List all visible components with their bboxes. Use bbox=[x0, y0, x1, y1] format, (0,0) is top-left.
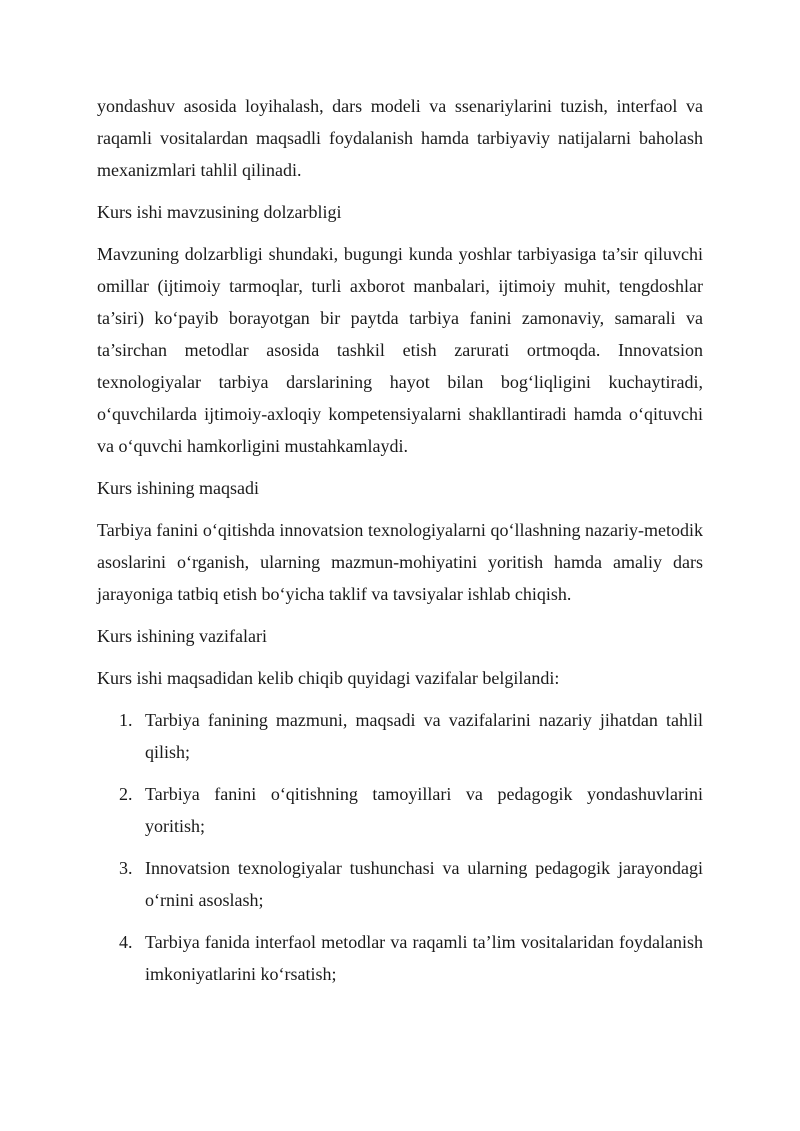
list-item bbox=[97, 704, 703, 768]
goal-heading: Kurs ishining maqsadi bbox=[97, 478, 259, 498]
intro-paragraph: yondashuv asosida loyihalash, dars modeli va ssenariylarini tuzish, interfaol va raqamli vositalardan maqsadli foydalanish hamda tarbiyaviy natijalarni baholash mexanizmlari tahlil qilinadi. bbox=[97, 96, 703, 180]
list-item-text: Tarbiya fanining mazmuni, maqsadi va vazifalarini nazariy jihatdan tahlil qilish; bbox=[145, 710, 703, 762]
relevance-paragraph: Mavzuning dolzarbligi shundaki, bugungi kunda yoshlar tarbiyasiga ta’sir qiluvchi omillar (ijtimoiy tarmoqlar, turli axborot manbalari, ijtimoiy muhit, tengdoshlar ta’siri) ko‘payib borayotgan bir paytda tarbiya fanini zamonaviy, samarali va ta’sirchan metodlar asosida tashkil etish zarurati ortmoqda. Innovatsion texnologiyalar tarbiya darslarining hayot bilan bog‘liqligini kuchaytiradi, o‘quvchilarda ijtimoiy-axloqiy kompetensiyalarni shakllantiradi hamda o‘qituvchi va o‘quvchi hamkorligini mustahkamlaydi. bbox=[97, 244, 703, 456]
tasks-list bbox=[97, 704, 703, 990]
tasks-heading: Kurs ishining vazifalari bbox=[97, 626, 267, 646]
list-item-number: 3. bbox=[119, 858, 133, 878]
list-item-number: 4. bbox=[119, 932, 133, 952]
list-item-number: 2. bbox=[119, 784, 133, 804]
list-item-text: Tarbiya fanida interfaol metodlar va raqamli ta’lim vositalaridan foydalanish imkoniyatlarini ko‘rsatish; bbox=[145, 932, 703, 984]
list-item-number: 1. bbox=[119, 710, 133, 730]
list-item bbox=[97, 778, 703, 842]
document-page bbox=[97, 90, 703, 1000]
list-item bbox=[97, 926, 703, 990]
tasks-intro: Kurs ishi maqsadidan kelib chiqib quyidagi vazifalar belgilandi: bbox=[97, 668, 560, 688]
list-item-text: Tarbiya fanini o‘qitishning tamoyillari va pedagogik yondashuvlarini yoritish; bbox=[145, 784, 703, 836]
goal-paragraph: Tarbiya fanini o‘qitishda innovatsion texnologiyalarni qo‘llashning nazariy-metodik asoslarini o‘rganish, ularning mazmun-mohiyatini yoritish hamda amaliy dars jarayoniga tatbiq etish bo‘yicha taklif va tavsiyalar ishlab chiqish. bbox=[97, 520, 703, 604]
list-item bbox=[97, 852, 703, 916]
list-item-text: Innovatsion texnologiyalar tushunchasi va ularning pedagogik jarayondagi o‘rnini asoslash; bbox=[145, 858, 703, 910]
relevance-heading: Kurs ishi mavzusining dolzarbligi bbox=[97, 202, 342, 222]
